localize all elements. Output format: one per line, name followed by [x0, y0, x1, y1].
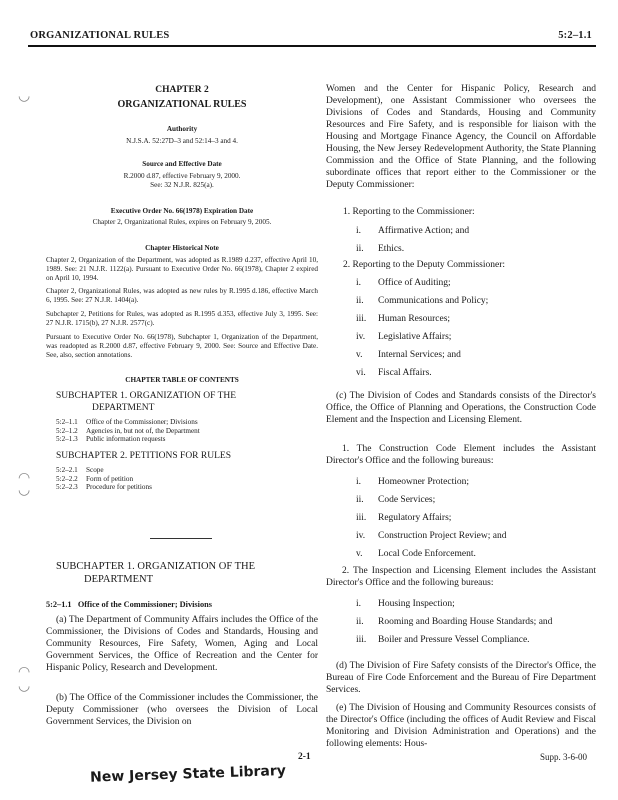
supplement-date: Supp. 3-6-00 — [540, 752, 587, 762]
paragraph-c: (c) The Division of Codes and Standards consists of the Director's Office, the Office of Planning and Operations, the Construction Code Element and the Inspection and Licensing Element. — [326, 391, 596, 425]
list-item: iv. Construction Project Review; and — [356, 531, 507, 541]
section-heading — [46, 600, 318, 611]
section-divider — [150, 538, 212, 539]
list-heading-commissioner: 1. Reporting to the Commissioner: — [343, 207, 475, 217]
toc-entry: 5:2–1.3 Public information requests — [56, 435, 166, 444]
running-header-section: 5:2–1.1 — [558, 30, 592, 41]
toc-subchapter-1-line-1: SUBCHAPTER 1. ORGANIZATION OF THE — [56, 391, 237, 401]
list-item: i. Housing Inspection; — [356, 599, 455, 609]
toc-list-2 — [56, 466, 318, 492]
list-item: i. Office of Auditing; — [356, 278, 451, 288]
historical-note-p2: Chapter 2, Organizational Rules, was adopted as new rules by R.1995 d.186, effective March 6, 1995. See: 27 N.J.R. 1404(a). — [46, 287, 318, 304]
paragraph-b: (b) The Office of the Commissioner includes the Commissioner, the Deputy Commissioner (who oversees the Division of Local Government Services, the Division on — [46, 693, 318, 727]
chapter-number: CHAPTER 2 — [155, 85, 209, 95]
margin-mark: ◡ — [18, 89, 31, 104]
historical-note-p4: Pursuant to Executive Order No. 66(1978), Subchapter 1, Organization of the Department, was readopted as R.2000 d.87, effective February 9, 2000. See: Source and Effective Date. See, also, section annotations. — [46, 333, 318, 359]
historical-note-p3: Subchapter 2, Petitions for Rules, was adopted as R.1995 d.353, effective July 3, 1995. See: 27 N.J.R. 1715(b), 27 N.J.R. 2577(c). — [46, 310, 318, 327]
toc-list-1 — [56, 418, 318, 444]
authority-text: N.J.S.A. 52:27D–3 and 52:14–3 and 4. — [126, 137, 238, 145]
list-item: iii. Regulatory Affairs; — [356, 513, 452, 523]
list-item: ii. Code Services; — [356, 495, 436, 505]
historical-note-heading: Chapter Historical Note — [145, 244, 219, 252]
paragraph-a: (a) The Department of Community Affairs includes the Office of the Commissioner, the Divisions of Codes and Standards, Housing and Community Resources, Fire Safety, Women, Aging and Local Government Services, the Office of Recreation and the Center for Hispanic Policy, Research and Development. — [46, 615, 318, 673]
header-rule — [28, 45, 596, 47]
chapter-title: ORGANIZATIONAL RULES — [117, 99, 247, 110]
margin-mark: ◠ — [18, 471, 31, 486]
list-item: iii. Boiler and Pressure Vessel Compliance. — [356, 635, 530, 645]
subchapter-heading-line-2: DEPARTMENT — [84, 574, 153, 585]
section-number: 5:2–1.1 — [46, 600, 72, 609]
source-heading: Source and Effective Date — [142, 160, 222, 168]
list-item: v. Local Code Enforcement. — [356, 549, 476, 559]
list-item: ii. Rooming and Boarding House Standards; and — [356, 617, 553, 627]
toc-subchapter-1 — [56, 390, 318, 414]
toc-heading: CHAPTER TABLE OF CONTENTS — [125, 376, 239, 384]
margin-mark: ◡ — [18, 483, 31, 498]
historical-note-p1: Chapter 2, Organization of the Department, was adopted as R.1989 d.237, effective April 10, 1989. See: 21 N.J.R. 1122(a). Pursuant to Executive Order No. 66(1978), Chapter 2 expired on April 10, 1994. — [46, 256, 318, 282]
toc-entry: 5:2–2.1 Scope — [56, 466, 104, 474]
list-heading-deputy: 2. Reporting to the Deputy Commissioner: — [343, 260, 506, 270]
page-number: 2-1 — [298, 752, 311, 762]
eo-text: Chapter 2, Organizational Rules, expires on February 9, 2005. — [92, 218, 272, 226]
list-item: ii. Communications and Policy; — [356, 296, 489, 306]
list-item: v. Internal Services; and — [356, 350, 461, 360]
toc-entry: 5:2–2.2 Form of petition — [56, 474, 134, 483]
toc-entry: 5:2–1.2 Agencies in, but not of, the Department — [56, 426, 200, 435]
svg-text:New Jersey State Library: New Jersey State Library — [89, 762, 287, 786]
running-header-title: ORGANIZATIONAL RULES — [30, 30, 170, 41]
authority-heading: Authority — [166, 125, 198, 133]
list-item: vi. Fiscal Affairs. — [356, 368, 432, 378]
section-title: Office of the Commissioner; Divisions — [77, 600, 212, 609]
toc-subchapter-2: SUBCHAPTER 2. PETITIONS FOR RULES — [56, 451, 231, 461]
list-item: i. Homeowner Protection; — [356, 477, 470, 487]
list-item: iii. Human Resources; — [356, 314, 451, 324]
toc-subchapter-1-line-2: DEPARTMENT — [92, 403, 155, 413]
eo-heading: Executive Order No. 66(1978) Expiration Date — [110, 207, 254, 215]
paragraph-d: (d) The Division of Fire Safety consists of the Director's Office, the Bureau of Fire Code Enforcement and the Bureau of Fire Department Services. — [326, 661, 596, 695]
paragraph-c1: 1. The Construction Code Element includes the Assistant Director's Office and the following bureaus: — [326, 444, 596, 466]
paragraph-c2: 2. The Inspection and Licensing Element includes the Assistant Director's Office and the following bureaus: — [326, 566, 596, 588]
list-item: ii. Ethics. — [356, 244, 405, 254]
list-item: iv. Legislative Affairs; — [356, 332, 452, 342]
source-text-2: See: 32 N.J.R. 825(a). — [150, 181, 214, 189]
paragraph-e: (e) The Division of Housing and Community Resources consists of the Director's Office (including the offices of Audit Review and Fiscal Monitoring and Division Administration and Operations) and the following elements: Hous- — [326, 703, 596, 749]
subchapter-heading — [56, 560, 318, 586]
source-text: R.2000 d.87, effective February 9, 2000. — [123, 172, 241, 180]
margin-mark: ◠ — [18, 665, 31, 680]
subchapter-heading-line-1: SUBCHAPTER 1. ORGANIZATION OF THE — [56, 561, 256, 572]
toc-entry: 5:2–1.1 Office of the Commissioner; Divisions — [56, 418, 198, 426]
toc-entry: 5:2–2.3 Procedure for petitions — [56, 483, 152, 492]
paragraph-b-continued: Women and the Center for Hispanic Policy, Research and Development), one Assistant Commissioner who oversees the Divisions of Codes and Standards, Housing and Community Resources and Fire Safety, and is responsible for liaison with the Housing and Mortgage Finance Agency, the Council on Affordable Housing, the New Jersey Redevelopment Authority, the State Planning Commission and the Office of State Planning, and the following subordinate offices that report either to the Commissioner or the Deputy Commissioner: — [326, 84, 596, 190]
library-stamp — [88, 760, 287, 786]
margin-mark: ◡ — [18, 679, 31, 694]
list-item: i. Affirmative Action; and — [356, 226, 470, 236]
